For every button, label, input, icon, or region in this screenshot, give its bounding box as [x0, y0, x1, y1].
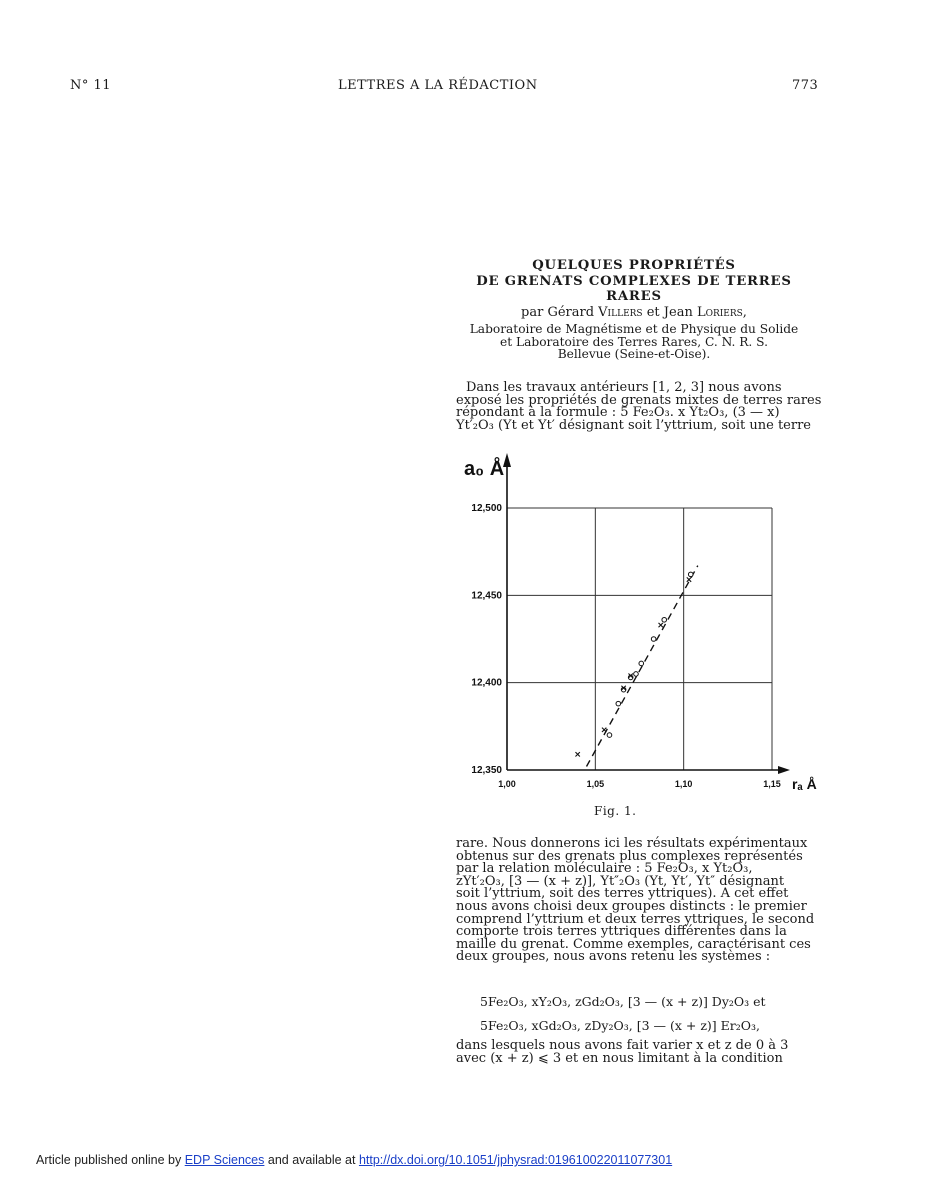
text-line: nous avons choisi deux groupes distincts : le premier	[456, 898, 807, 914]
data-point-circle	[634, 672, 639, 677]
y-tick-label: 12,350	[471, 765, 502, 776]
data-point-cross	[575, 752, 579, 756]
data-point-circle	[639, 661, 644, 666]
y-axis-arrow	[503, 453, 511, 467]
text-line: Dans les travaux antérieurs [1, 2, 3] nous avons	[466, 380, 782, 395]
affiliation-line: Laboratoire de Magnétisme et de Physique du Solide	[469, 322, 799, 336]
text-line: avec (x + z) ⩽ 3 et en nous limitant à la condition	[456, 1050, 783, 1066]
article-title-line2: DE GRENATS COMPLEXES DE TERRES RARES	[476, 274, 792, 304]
data-point-circle	[688, 572, 693, 577]
text-line: exposé les propriétés de grenats mixtes de terres rares	[456, 392, 822, 408]
text-line: comporte trois terres yttriques différentes dans la	[456, 924, 787, 940]
equation-system-1: 5Fe₂O₃, xY₂O₃, zGd₂O₃, [3 — (x + z)] Dy₂O₃ et	[480, 994, 766, 1009]
data-point-cross	[659, 623, 663, 627]
data-point-cross	[602, 728, 606, 732]
article-title-line1: QUELQUES PROPRIÉTÉS	[532, 258, 736, 273]
x-axis-label: rₐ Å	[792, 776, 817, 792]
data-point-circle	[651, 637, 656, 642]
footer-middle: and available at	[267, 1153, 356, 1167]
publication-footer	[36, 1153, 672, 1167]
text-line: maille du grenat. Comme exemples, caractérisant ces	[456, 936, 811, 952]
y-tick-label: 12,400	[471, 677, 502, 689]
figure-chart	[452, 445, 832, 800]
y-tick-label: 12,500	[471, 503, 502, 514]
text-line: deux groupes, nous avons retenu les systèmes :	[456, 949, 771, 965]
author-villers: Villers	[598, 305, 643, 320]
author-loriers: Loriers,	[696, 305, 747, 320]
text-line: zYt′₂O₃, [3 — (x + z)], Yt″₂O₃ (Yt, Yt′, Yt″ désignant	[456, 873, 785, 889]
data-point-circle	[662, 617, 667, 622]
x-tick-label: 1,05	[586, 779, 605, 789]
x-tick-label: 1,15	[763, 779, 781, 789]
byline-prefix: par Gérard	[521, 305, 595, 320]
data-point-circle	[616, 701, 621, 706]
equation-system-2: 5Fe₂O₃, xGd₂O₃, zDy₂O₃, [3 — (x + z)] Er₂O₃,	[480, 1018, 760, 1033]
byline	[448, 305, 820, 320]
affiliation	[448, 323, 820, 361]
chart-points	[575, 572, 693, 756]
paragraph-body	[456, 838, 826, 964]
figure-caption: Fig. 1.	[594, 804, 637, 818]
data-point-cross	[687, 577, 691, 581]
paragraph-conditions	[456, 1040, 826, 1065]
page-header-issue: N° 11	[70, 78, 112, 93]
y-tick-label: 12,450	[471, 590, 502, 602]
data-point-circle	[607, 733, 612, 738]
text-line: soit l’yttrium, soit des terres yttriques). A cet effet	[456, 886, 789, 902]
page-number: 773	[792, 78, 819, 93]
x-axis-arrow	[778, 766, 790, 774]
x-tick-label: 1,10	[674, 779, 693, 789]
affiliation-line: et Laboratoire des Terres Rares, C. N. R. S.	[500, 334, 768, 349]
byline-mid: et Jean	[646, 305, 693, 320]
text-line: par la relation moléculaire : 5 Fe₂O₃, x Yt₂O₃,	[456, 861, 753, 877]
text-line: rare. Nous donnerons ici les résultats expérimentaux	[456, 836, 808, 851]
doi-link[interactable]: http://dx.doi.org/10.1051/jphysrad:019610022011077301	[358, 1153, 673, 1167]
text-line: obtenus sur des grenats plus complexes représentés	[456, 848, 803, 864]
page-header-section: LETTRES A LA RÉDACTION	[338, 78, 538, 93]
text-line: comprend l’yttrium et deux terres yttriques, le second	[456, 911, 815, 927]
chart-ticks	[471, 503, 780, 789]
chart-axes	[503, 453, 790, 774]
text-line: dans lesquels nous avons fait varier x et z de 0 à 3	[456, 1038, 789, 1053]
paragraph-intro	[456, 382, 826, 432]
chart-grid	[507, 508, 772, 770]
edp-sciences-link[interactable]: EDP Sciences	[184, 1153, 265, 1167]
affiliation-line: Bellevue (Seine-et-Oise).	[557, 347, 711, 361]
text-line: Yt′₂O₃ (Yt et Yt′ désignant soit l’yttrium, soit une terre	[456, 417, 811, 433]
y-axis-label: a₀ Å	[464, 458, 505, 480]
text-line: répondant à la formule : 5 Fe₂O₃. x Yt₂O₃, (3 — x)	[456, 405, 780, 421]
footer-prefix: Article published online by	[36, 1153, 182, 1167]
x-tick-label: 1,00	[498, 779, 516, 789]
